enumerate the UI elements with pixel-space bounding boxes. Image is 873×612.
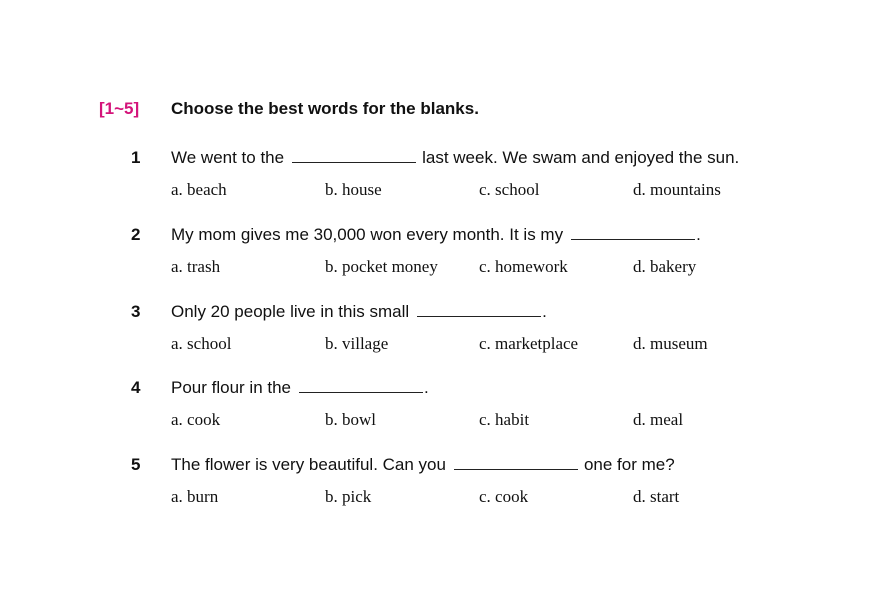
- option-c[interactable]: c. habit: [479, 410, 530, 429]
- question-number: 4: [131, 378, 141, 397]
- stem-after: .: [424, 378, 429, 397]
- option-c[interactable]: c. school: [479, 180, 540, 199]
- question-stem: [171, 455, 675, 475]
- option-b[interactable]: b. pick: [325, 487, 372, 506]
- option-d[interactable]: d. meal: [633, 410, 684, 429]
- stem-after: last week. We swam and enjoyed the sun.: [422, 148, 740, 167]
- stem-before: The flower is very beautiful. Can you: [171, 455, 446, 474]
- option-c[interactable]: c. marketplace: [479, 334, 579, 353]
- answer-options: [171, 257, 811, 277]
- option-a[interactable]: a. beach: [171, 180, 227, 199]
- question-stem: [171, 225, 701, 245]
- option-b[interactable]: b. pocket money: [325, 257, 438, 276]
- section-range: [1~5]: [99, 99, 140, 118]
- answer-blank: [454, 455, 578, 470]
- stem-before: Pour flour in the: [171, 378, 292, 397]
- section-header: [99, 99, 479, 119]
- section-instruction: Choose the best words for the blanks.: [171, 99, 479, 118]
- answer-options: [171, 180, 811, 200]
- question-number: 2: [131, 225, 141, 244]
- option-a[interactable]: a. trash: [171, 257, 221, 276]
- answer-blank: [292, 148, 416, 163]
- option-c[interactable]: c. cook: [479, 487, 529, 506]
- question-stem: [171, 378, 429, 398]
- question-number: 5: [131, 455, 141, 474]
- option-b[interactable]: b. bowl: [325, 410, 376, 429]
- option-a[interactable]: a. burn: [171, 487, 219, 506]
- answer-options: [171, 410, 811, 430]
- option-d[interactable]: d. start: [633, 487, 680, 506]
- option-b[interactable]: b. village: [325, 334, 389, 353]
- answer-blank: [571, 225, 695, 240]
- stem-after: .: [542, 302, 547, 321]
- option-d[interactable]: d. mountains: [633, 180, 721, 199]
- option-d[interactable]: d. bakery: [633, 257, 697, 276]
- question-stem: [171, 148, 739, 168]
- answer-blank: [417, 302, 541, 317]
- answer-options: [171, 334, 811, 354]
- answer-blank: [299, 378, 423, 393]
- option-b[interactable]: b. house: [325, 180, 382, 199]
- question-stem: [171, 302, 547, 322]
- stem-before: We went to the: [171, 148, 285, 167]
- stem-before: Only 20 people live in this small: [171, 302, 410, 321]
- answer-options: [171, 487, 811, 507]
- question-number: 3: [131, 302, 141, 321]
- question-number: 1: [131, 148, 141, 167]
- stem-after: one for me?: [583, 455, 675, 474]
- option-c[interactable]: c. homework: [479, 257, 568, 276]
- stem-before: My mom gives me 30,000 won every month. It is my: [171, 225, 564, 244]
- option-d[interactable]: d. museum: [633, 334, 708, 353]
- stem-after: .: [696, 225, 701, 244]
- option-a[interactable]: a. cook: [171, 410, 221, 429]
- option-a[interactable]: a. school: [171, 334, 232, 353]
